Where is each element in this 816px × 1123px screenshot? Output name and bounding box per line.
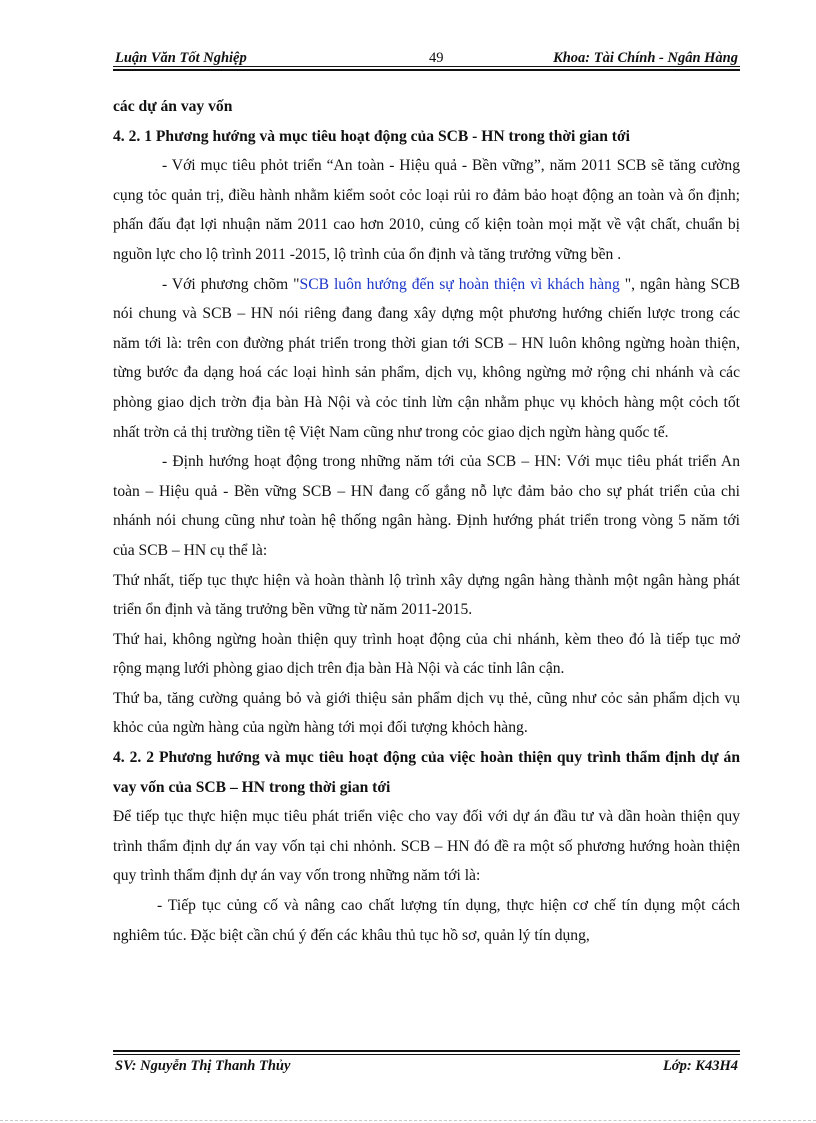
continued-line: các dự án vay vốn — [113, 98, 233, 115]
section-heading-4-2-1: 4. 2. 1 Phương hướng và mục tiêu hoạt động của SCB - HN trong thời gian tới — [113, 127, 630, 145]
motto-link[interactable]: SCB luôn hướng đến sự hoàn thiện vì khách hàng — [299, 275, 620, 293]
paragraph-credit-quality: - Tiếp tục củng cố và nâng cao chất lượng tín dụng, thực hiện cơ chế tín dụng một cách nghiêm túc. Đặc biệt cần chú ý đến các khâu thủ tục hồ sơ, quản lý tín dụng, — [113, 897, 740, 944]
header-faculty: Khoa: Tài Chính - Ngân Hàng — [553, 50, 738, 66]
header-thesis-title: Luận Văn Tốt Nghiệp — [115, 50, 247, 66]
document-body — [113, 92, 740, 950]
section-heading-4-2-2: 4. 2. 2 Phương hướng và mục tiêu hoạt động của việc hoàn thiện quy trình thẩm định dự án vay vốn của SCB – HN trong thời gian tới — [113, 749, 740, 796]
page-footer — [113, 1058, 740, 1080]
paragraph-appraisal-intro: Để tiếp tục thực hiện mục tiêu phát triển việc cho vay đối với dự án đầu tư và dần hoàn thiện quy trình thẩm định dự án vay vốn tại chi nhỏnh. SCB – HN đó đề ra một số phương hướng hoàn thiện quy trình thẩm định dự án vay vốn trong những năm tới là: — [113, 808, 740, 885]
paragraph-orientation: - Định hướng hoạt động trong những năm tới của SCB – HN: Với mục tiêu phát triển An toàn – Hiệu quả - Bền vững SCB – HN đang cố gắng nỗ lực đảm bảo cho sự phát triển của chi nhánh nói chung cũng như toàn hệ thống ngân hàng. Định hướng phát triển trong vòng 5 năm tới của SCB – HN cụ thể là: — [113, 453, 740, 559]
motto-suffix: ", ngân hàng SCB nói chung và SCB – HN nói riêng đang đang xây dựng một phương hướng chiến lược trong các năm tới là: trên con đường phát triển trong thời gian tới SCB – HN luôn không ngừng hoàn thiện, từng bước đa dạng hoá các loại hình sản phẩm, dịch vụ, không ngừng mở rộng chi nhánh và các phòng giao dịch trờn địa bàn Hà Nội và cỏc tỉnh lừn cận nhằm phục vụ khỏch hàng một cỏch tốt nhất trờn cả thị trường tiền tệ Việt Nam cũng như trong cỏc giao dịch ngừn hàng quốc tế. — [113, 275, 740, 441]
footer-student-name: SV: Nguyễn Thị Thanh Thủy — [115, 1058, 291, 1074]
page-number: 49 — [429, 50, 444, 66]
paragraph-goals: - Với mục tiêu phỏt triển “An toàn - Hiệu quả - Bền vững”, năm 2011 SCB sẽ tăng cường cụng tỏc quản trị, điều hành nhằm kiểm soỏt cỏc loại rủi ro đảm bảo hoạt động an toàn và ổn định; phấn đấu đạt lợi nhuận năm 2011 cao hơn 2010, củng cố kiện toàn mọi mặt về vật chất, chuẩn bị nguồn lực cho lộ trình 2011 -2015, lộ trình của ổn định và tăng trưởng vững bền . — [113, 157, 740, 263]
paragraph-third: Thứ ba, tăng cường quảng bỏ và giới thiệu sản phẩm dịch vụ thẻ, cũng như cỏc sản phẩm dịch vụ khỏc của ngừn hàng của ngừn hàng tới mọi đối tượng khỏch hàng. — [113, 689, 740, 737]
header-divider-thick — [113, 69, 740, 71]
paragraph-first: Thứ nhất, tiếp tục thực hiện và hoàn thành lộ trình xây dựng ngân hàng thành một ngân hàng phát triển ổn định và tăng trưởng bền vững từ năm 2011-2015. — [113, 571, 740, 619]
footer-divider — [113, 1054, 740, 1055]
footer-class: Lớp: K43H4 — [662, 1058, 738, 1074]
page-boundary — [0, 1120, 816, 1122]
header-divider — [113, 66, 740, 67]
paragraph-second: Thứ hai, không ngừng hoàn thiện quy trình hoạt động của chi nhánh, kèm theo đó là tiếp tục mở rộng mạng lưới phòng giao dịch trên địa bàn Hà Nội và các tỉnh lân cận. — [113, 630, 740, 678]
paragraph-motto — [113, 270, 740, 448]
footer-divider-thick — [113, 1050, 740, 1052]
motto-prefix: - Với phương chõm " — [162, 275, 300, 293]
